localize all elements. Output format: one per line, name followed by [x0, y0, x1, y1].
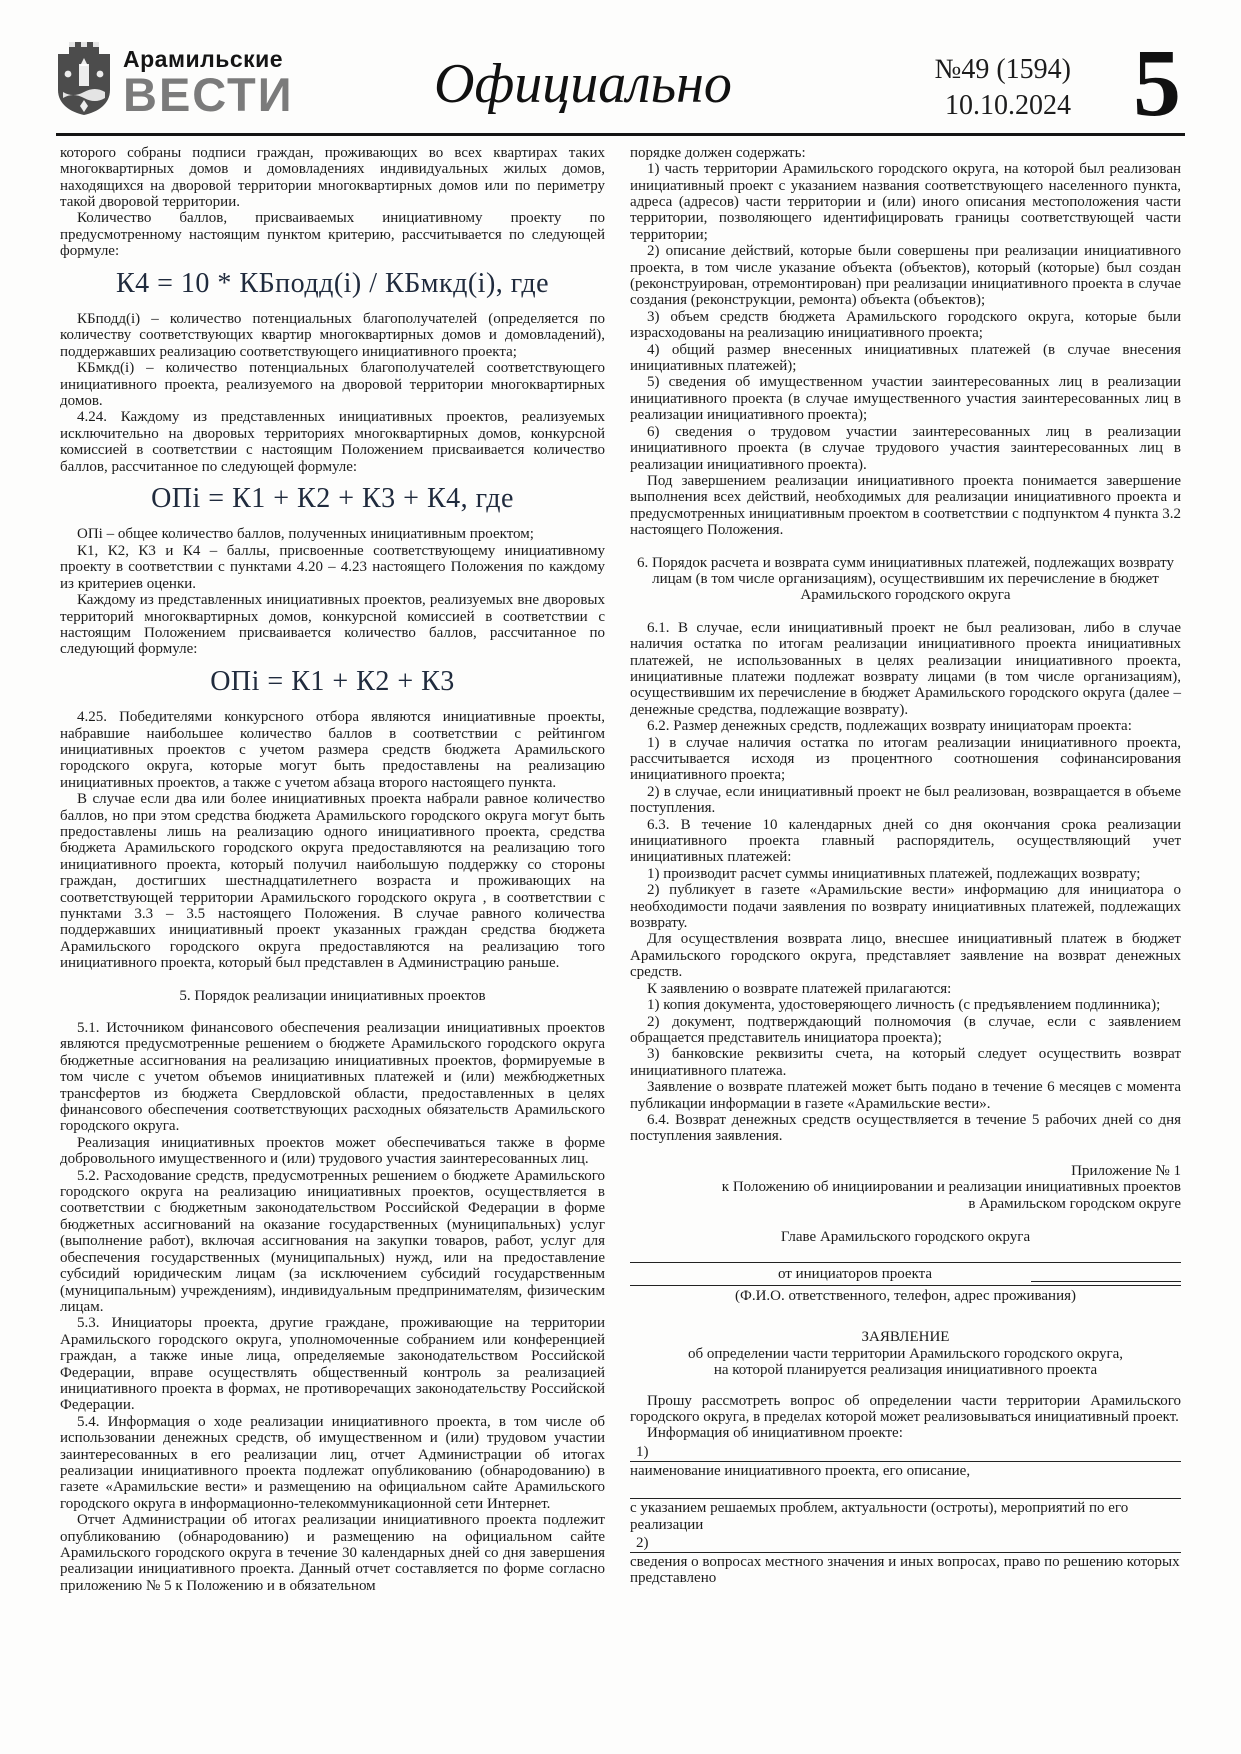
issue-number: №49 (1594) — [934, 54, 1071, 85]
issue-block — [856, 52, 1071, 125]
paragraph: Отчет Администрации об итогах реализации инициативного проекта подлежит опубликованию (обнародованию) и размещению на официальном сайте Арамильского городского округа в течение 30 календарных дней со дня завершения реализации инициативного проекта. Данный отчет составляется по форме согласно приложению № 5 к Положению и в обязательном — [60, 1512, 605, 1594]
paragraph: Каждому из представленных инициативных проектов, реализуемых вне дворовых территорий многоквартирных домов, конкурсной комиссией в соответствии с настоящим Положением присваивается количество баллов, рассчитанное по следующий формуле: — [60, 592, 605, 658]
paragraph: 2) публикует в газете «Арамильские вести» информацию для инициатора о необходимости подачи заявления по возврату инициативных платежей, подлежащих возврату. — [630, 882, 1181, 932]
paragraph: КБмкд(i) – количество потенциальных благополучателей соответствующего инициативного проекта, реализуемого на дворовой территории многоквартирных домов. — [60, 360, 605, 410]
form-blank-line — [630, 1481, 1181, 1499]
left-column — [60, 145, 605, 1594]
field-1-caption: наименование инициативного проекта, его описание, — [630, 1462, 971, 1479]
paragraph: В случае если два или более инициативных проекта набрали равное количество баллов, но при этом средства бюджета Арамильского городского округа могут быть предоставлены лишь на реализацию одного инициативного проекта, средства бюджета Арамильского городского округа предоставляются на реализацию того инициативного проекта, который получил наибольшую поддержку со стороны граждан, достигших шестнадцатилетнего возраста и проживающих на соответствующей территории Арамильского городского округа , в соответствии с пунктами 3.3 – 3.5 настоящего Положения. В случае равного количества поддержавших инициативный проект указанных граждан средства бюджета Арамильского городского округа предоставляются на реализацию того инициативного проекта, который был представлен в Администрацию раньше. — [60, 791, 605, 972]
paragraph: 3) банковские реквизиты счета, на который следует осуществить возврат инициативного платежа. — [630, 1046, 1181, 1079]
paragraph: 2) описание действий, которые были совершены при реализации инициативного проекта, в том числе указание объекта (объектов), который (которые) был создан (реконструирован, отремонтирован) при реализации инициативного проекта в случае создания (реконструкции, ремонта) объекта (объектов); — [630, 243, 1181, 309]
paragraph: 5.4. Информация о ходе реализации инициативного проекта, в том числе об использовании денежных средств, об имущественном и (или) трудовом участии заинтересованных в его реализации лиц, отчет Администрации об итогах реализации инициативного проекта подлежат опубликованию (обнародованию) в газете «Арамильские вести» и размещению на официальном сайте Арамильского городского округа в информационно-телекоммуникационной сети Интернет. — [60, 1413, 605, 1512]
from-label: от инициаторов проекта — [778, 1265, 933, 1282]
field-2-number: 2) — [636, 1535, 649, 1552]
page-number: 5 — [1133, 29, 1181, 136]
paragraph: Количество баллов, присваиваемых инициативному проекту по предусмотренному настоящим пунктом критерию, рассчитывается по следующей формуле: — [60, 210, 605, 260]
paragraph: 4.25. Победителями конкурсного отбора являются инициативные проекты, набравшие наибольшее количество баллов в соответствии с рейтингом инициативных проектов с учетом размера средств бюджета Арамильского городского округа, которые могут быть предоставлены на реализацию инициативных проектов, а также с учетом абзаца второго настоящего пункта. — [60, 709, 605, 791]
field-1-number: 1) — [636, 1443, 649, 1460]
fio-caption: (Ф.И.О. ответственного, телефон, адрес проживания) — [734, 1288, 1076, 1305]
statement-subtitle-1: об определении части территории Арамильского городского округа, — [687, 1345, 1124, 1362]
annex-line3: в Арамильском городском округе — [968, 1195, 1181, 1212]
formula-k4: К4 = 10 * КБподд(i) / КБмкд(i), где — [115, 267, 550, 299]
paragraph: К1, К2, К3 и К4 – баллы, присвоенные соответствующему инициативному проекту в соответствии с пунктами 4.20 – 4.23 настоящего Положения по каждому из критериев оценки. — [60, 542, 605, 592]
annex-heading — [630, 1163, 1181, 1212]
newspaper-masthead — [55, 40, 310, 121]
form-blank-line — [1031, 1268, 1181, 1282]
paragraph: Реализация инициативных проектов может обеспечиваться также в форме добровольного имущественного и (или) трудового участия заинтересованных лиц. — [60, 1134, 605, 1168]
section-heading-6: 6. Порядок расчета и возврата сумм инициативных платежей, подлежащих возврату лицам (в том числе организациям), осуществившим их перечисление в бюджет Арамильского городского округа — [636, 554, 1175, 604]
form-blank-line — [630, 1284, 1181, 1286]
paragraph: К заявлению о возврате платежей прилагаются: — [647, 980, 952, 997]
annex-line2: к Положению об инициировании и реализации инициативных проектов — [721, 1179, 1181, 1196]
paragraph: порядке должен содержать: — [630, 144, 806, 161]
right-column — [630, 145, 1181, 1594]
paragraph: КБподд(i) – количество потенциальных благополучателей (определяется по количеству соответствующих квартир многоквартирных домов и домовладений), поддержавших реализацию соответствующего инициативного проекта; — [60, 311, 605, 360]
paragraph: Под завершением реализации инициативного проекта понимается завершение выполнения всех действий, необходимых для реализации инициативного проекта и предусмотренных инициативным проектом в соответствии с подпунктом 4 пункта 3.2 настоящего Положения. — [630, 472, 1181, 539]
paragraph: которого собраны подписи граждан, проживающих во всех квартирах таких многоквартирных домов и домовладениях индивидуальных жилых домов, находящихся на дворовой территории многоквартирных домов или по периметру такой дворовой территории. — [60, 144, 605, 210]
paragraph: 5) сведения об имущественном участии заинтересованных лиц в реализации инициативного проекта (в случае имущественного участия заинтересованных лиц в реализации инициативного проекта); — [630, 374, 1181, 424]
form-field-1-line — [630, 1444, 1181, 1462]
paragraph: 5.2. Расходование средств, предусмотренных решением о бюджете Арамильского городского округа на реализацию инициативных проектов, осуществляется в соответствии с бюджетным законодательством Российской Федерации в форме бюджетных ассигнований на оказание государственных (муниципальных) услуг (выполнение работ), включая ассигнования на закупки товаров, работ, услуг для обеспечения государственных (муниципальных) нужд, или на предоставление субсидий юридическим лицам (за исключением субсидий государственным (муниципальным) учреждениям), индивидуальным предпринимателям, физическим лицам. — [60, 1167, 605, 1315]
statement-subtitle-2: на которой планируется реализация инициативного проекта — [713, 1362, 1098, 1379]
field-1-caption-2: с указанием решаемых проблем, актуальности (остроты), мероприятий по его реализации — [630, 1500, 1129, 1533]
paragraph: 5.3. Инициаторы проекта, другие граждане, проживающие на территории Арамильского городского округа, уполномоченные собранием или конференцией граждан, а также иные лица, определяемые законодательством Российской Федерации, вправе осуществлять общественный контроль за реализацией инициативного проекта в формах, не противоречащих законодательству Российской Федерации. — [60, 1315, 605, 1414]
paragraph: 5.1. Источником финансового обеспечения реализации инициативных проектов являются предусмотренные решением о бюджете Арамильского городского округа бюджетные ассигнования на реализацию инициативных проектов, формируемые в том числе с учетом объемов инициативных платежей и (или) межбюджетных трансфертов из бюджета Свердловской области, предоставленных в целях финансового обеспечения соответствующих расходных обязательств Арамильского городского округа. — [60, 1020, 605, 1135]
statement-title: ЗАЯВЛЕНИЕ — [861, 1329, 950, 1346]
statement-heading — [630, 1329, 1181, 1378]
masthead-text — [123, 40, 294, 121]
article-body — [0, 136, 1241, 1594]
paragraph: 6.1. В случае, если инициативный проект не был реализован, либо в случае наличия остатка по итогам реализации инициативного проекта инициативных платежей, не использованных в целях реализации инициативного проекта, инициативные платежи подлежат возврату лицами (в том числе организациям), осуществившим их перечисление в бюджет Арамильского городского округа (далее – денежные средства, подлежащие возврату). — [630, 619, 1181, 718]
section-heading-5: 5. Порядок реализации инициативных проектов — [179, 987, 486, 1004]
paragraph: 2) документ, подтверждающий полномочия (в случае, если с заявлением обращается представитель инициатора проекта); — [630, 1013, 1181, 1046]
from-row — [630, 1266, 1181, 1282]
paragraph: Заявление о возврате платежей может быть подано в течение 6 месяцев с момента публикации информации в газете «Арамильские вести». — [630, 1079, 1181, 1112]
formula-opi-4: ОПi = К1 + К2 + К3 + К4, где — [151, 483, 514, 515]
annex-label: Приложение № 1 — [1071, 1162, 1181, 1179]
paragraph: 4.24. Каждому из представленных инициативных проектов, реализуемых исключительно на дворовых территориях многоквартирных домов, конкурсной комиссией в соответствии с настоящим Положением присваивается количество баллов, рассчитанное по следующей формуле: — [60, 409, 605, 475]
paragraph: 3) объем средств бюджета Арамильского городского округа, которые были израсходованы на реализацию инициативного проекта; — [630, 308, 1181, 342]
form-blank-line — [630, 1261, 1181, 1263]
field-2-caption: сведения о вопросах местного значения и иных вопросах, право по решению которых представлено — [630, 1554, 1180, 1587]
paragraph: 2) в случае, если инициативный проект не был реализован, возвращается в объеме поступления. — [630, 783, 1181, 817]
paragraph: Для осуществления возврата лицо, внесшее инициативный платеж в бюджет Арамильского городского округа, представляет заявление на возврат денежных средств. — [630, 931, 1181, 981]
issue-date: 10.10.2024 — [945, 90, 1071, 122]
coat-of-arms-icon — [55, 40, 113, 116]
paragraph: 1) производит расчет суммы инициативных платежей, подлежащих возврату; — [647, 865, 1141, 882]
addressee-line: Главе Арамильского городского округа — [780, 1228, 1031, 1245]
paragraph: 1) часть территории Арамильского городского округа, на которой был реализован инициативный проект с указанием названия соответствующего населенного пункта, адреса (адресов) части территории и (или) иного описания местоположения части территории, позволяющего идентифицировать границы соответствующей части территории; — [630, 161, 1181, 243]
paragraph: ОПi – общее количество баллов, полученных инициативным проектом; — [77, 526, 534, 543]
info-label: Информация об инициативном проекте: — [647, 1425, 903, 1442]
paragraph: 6.3. В течение 10 календарных дней со дня окончания срока реализации инициативного проекта главный распорядитель, осуществляющий учет инициативных платежей: — [630, 816, 1181, 866]
paragraph: 6.2. Размер денежных средств, подлежащих возврату инициаторам проекта: — [647, 718, 1132, 735]
form-field-2-line — [630, 1535, 1181, 1553]
paragraph: 4) общий размер внесенных инициативных платежей (в случае внесения инициативных платежей); — [630, 341, 1181, 375]
paragraph: 6) сведения о трудовом участии заинтересованных лиц в реализации инициативного проекта (в случае трудового участия заинтересованных лиц в реализации инициативного проекта). — [630, 423, 1181, 473]
page-header — [0, 0, 1241, 136]
section-title: Официально — [434, 53, 732, 115]
newspaper-name-bottom: ВЕСТИ — [123, 68, 294, 121]
newspaper-name-top: Арамильские — [123, 46, 284, 72]
formula-opi-3: ОПi = К1 + К2 + К3 — [210, 665, 455, 697]
request-paragraph: Прошу рассмотреть вопрос об определении части территории Арамильского городского округа, в пределах которой может реализовываться инициативный проект. — [630, 1392, 1181, 1425]
paragraph: 6.4. Возврат денежных средств осуществляется в течение 5 рабочих дней со дня поступления заявления. — [630, 1111, 1181, 1145]
paragraph: 1) в случае наличия остатка по итогам реализации инициативного проекта, рассчитывается исходя из процентного соотношения софинансирования инициативного проекта; — [630, 734, 1181, 784]
paragraph: 1) копия документа, удостоверяющего личность (с предъявлением подлинника); — [647, 997, 1161, 1014]
